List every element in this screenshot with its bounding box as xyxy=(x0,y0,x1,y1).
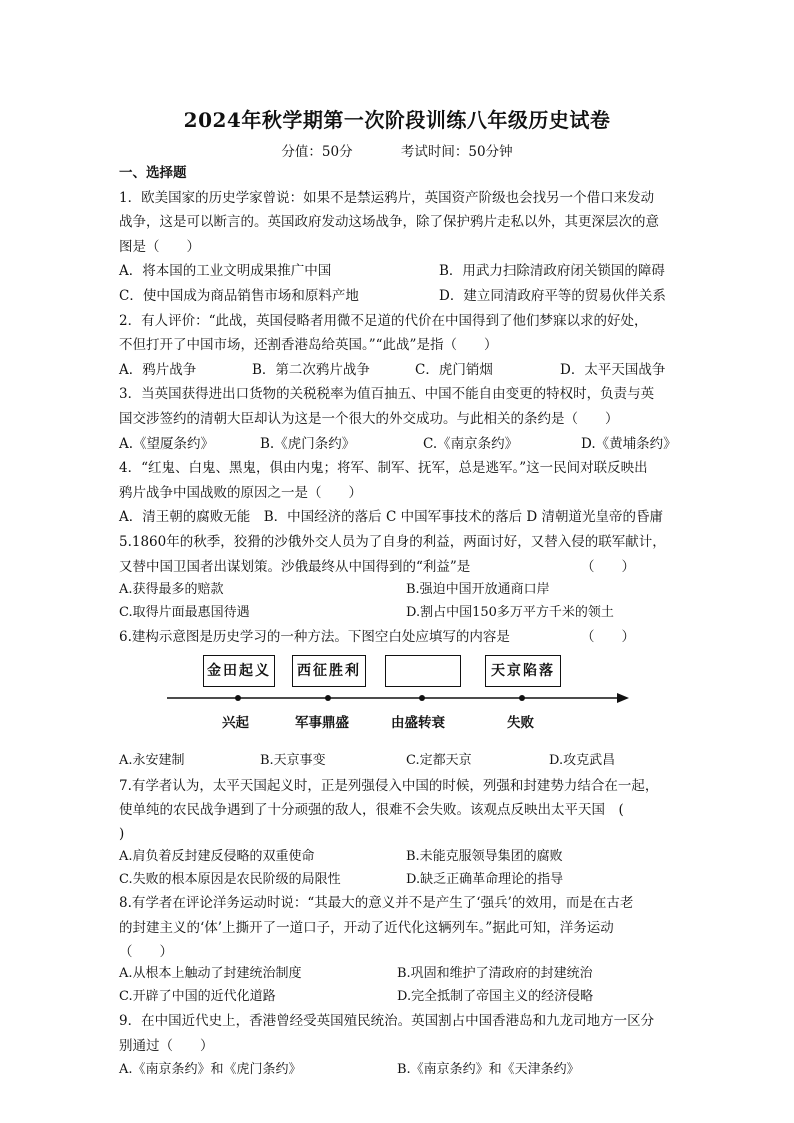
question-text: 的封建主义的‘体’上撕开了一道口子，开动了近代化这辆列车。”据此可知，洋务运动 xyxy=(119,920,614,937)
option-d[interactable]: D.《黄埔条约》 xyxy=(581,435,677,452)
question-text: 8.有学者在评论洋务运动时说：“其最大的意义并不是产生了‘强兵’的效用，而是在古老 xyxy=(119,895,634,912)
question-text: 6.建构示意图是历史学习的一种方法。下图空白处应填写的内容是 xyxy=(119,628,510,645)
question-2 xyxy=(119,309,679,383)
option-c[interactable]: C.开辟了中国的近代化道路 xyxy=(119,989,276,1005)
diagram-box-1: 金田起义 xyxy=(203,655,275,687)
option-row xyxy=(119,358,679,383)
answer-paren[interactable]: （ ） xyxy=(581,558,635,575)
question-5 xyxy=(119,530,679,625)
exam-meta xyxy=(0,140,794,160)
option-d[interactable]: D.缺乏正确革命理论的指导 xyxy=(406,871,564,887)
option-c[interactable]: C.取得片面最惠国待遇 xyxy=(119,604,250,620)
stage-label: 失败 xyxy=(507,715,534,732)
stage-label: 由盛转衰 xyxy=(391,715,445,732)
option-b[interactable]: B.天京事变 xyxy=(260,753,326,769)
option-row xyxy=(119,963,679,986)
option-row xyxy=(119,259,679,284)
question-9 xyxy=(119,1009,679,1083)
option-a[interactable]: A.《望厦条约》 xyxy=(119,435,215,452)
option-row xyxy=(119,749,679,774)
option-d[interactable]: D．建立同清政府平等的贸易伙伴关系 xyxy=(439,287,666,304)
option-b[interactable]: B.强迫中国开放通商口岸 xyxy=(406,582,550,598)
option-d[interactable]: D．太平天国战争 xyxy=(560,361,666,378)
question-text: ) xyxy=(119,826,125,843)
option-row xyxy=(119,869,679,892)
question-list xyxy=(119,161,679,1083)
question-text-row xyxy=(119,625,679,650)
option-b[interactable]: B.未能克服领导集团的腐败 xyxy=(406,848,563,864)
option-c[interactable]: C.《南京条约》 xyxy=(423,435,519,452)
question-text: 1．欧美国家的历史学家曾说：如果不是禁运鸦片，英国资产阶级也会找另一个借口来发动 xyxy=(119,189,655,206)
option-b[interactable]: B.《南京条约》和《天津条约》 xyxy=(397,1062,580,1078)
question-text: 国交涉签约的清朝大臣却认为这是一个很大的外交成功。与此相关的条约是（ ） xyxy=(119,410,619,427)
question-text: 鸦片战争中国战败的原因之一是（ ） xyxy=(119,484,362,501)
option-a[interactable]: A.从根本上触动了封建统治制度 xyxy=(119,966,302,982)
question-8 xyxy=(119,891,679,1009)
timeline-axis xyxy=(119,649,679,749)
diagram-box-2: 西征胜利 xyxy=(292,655,366,687)
option-a[interactable]: A．将本国的工业文明成果推广中国 xyxy=(119,263,332,280)
option-c[interactable]: C．使中国成为商品销售市场和原料产地 xyxy=(119,287,359,304)
question-text: 战争，这是可以断言的。英国政府发动这场战争，除了保护鸦片走私以外，其更深层次的意 xyxy=(119,214,659,231)
option-a[interactable]: A.永安建制 xyxy=(119,753,185,769)
question-text: 图是（ ） xyxy=(119,238,200,255)
question-1 xyxy=(119,186,679,309)
option-row xyxy=(119,1058,679,1083)
option-c[interactable]: C．虎门销烟 xyxy=(415,361,493,378)
option-row xyxy=(119,579,679,602)
option-b[interactable]: B.巩固和维护了清政府的封建统治 xyxy=(397,966,593,982)
score-info: 分值：50分 xyxy=(281,144,353,160)
option-a[interactable]: A.获得最多的赔款 xyxy=(119,582,224,598)
answer-paren[interactable]: （ ） xyxy=(581,628,635,645)
option-d[interactable]: D.攻克武昌 xyxy=(549,753,616,769)
option-b[interactable]: B.《虎门条约》 xyxy=(260,435,356,452)
option-row xyxy=(119,986,679,1009)
option-row xyxy=(119,846,679,869)
stage-label: 兴起 xyxy=(222,715,249,732)
time-info: 考试时间：50分钟 xyxy=(400,144,513,160)
question-4 xyxy=(119,456,679,530)
option-line: A．清王朝的腐败无能 B．中国经济的落后 C 中国军事技术的落后 D 清朝道光皇帝的昏庸 xyxy=(119,509,663,526)
question-text: 别通过（ ） xyxy=(119,1037,214,1054)
stage-label: 军事鼎盛 xyxy=(295,715,349,732)
option-d[interactable]: D.完全抵制了帝国主义的经济侵略 xyxy=(397,989,594,1005)
option-a[interactable]: A．鸦片战争 xyxy=(119,361,197,378)
question-text: 使单纯的农民战争遇到了十分顽强的敌人，很难不会失败。该观点反映出太平天国 ( xyxy=(119,802,624,819)
question-text: 又替中国卫国者出谋划策。沙俄最终从中国得到的“利益”是 xyxy=(119,558,471,575)
option-row xyxy=(119,602,679,625)
question-text: 2．有人评价：“此战，英国侵略者用微不足道的代价在中国得到了他们梦寐以求的好处， xyxy=(119,312,648,329)
timeline-diagram xyxy=(119,649,679,749)
question-text: （ ） xyxy=(119,943,173,960)
question-text: 5.1860年的秋季，狡猾的沙俄外交人员为了自身的利益，两面讨好，又替入侵的联军献计， xyxy=(119,533,666,550)
question-text: 3．当英国获得进出口货物的关税税率为值百抽五、中国不能自由变更的特权时，负责与英 xyxy=(119,386,655,403)
option-b[interactable]: B．用武力扫除清政府闭关锁国的障碍 xyxy=(439,263,665,280)
question-7 xyxy=(119,774,679,892)
diagram-box-4: 天京陷落 xyxy=(485,655,561,687)
question-text-row xyxy=(119,555,679,580)
option-row xyxy=(119,284,679,309)
option-a[interactable]: A.《南京条约》和《虎门条约》 xyxy=(119,1062,302,1078)
question-text: 4．“红鬼、白鬼、黑鬼，俱由内鬼；将军、制军、抚军，总是逃军。”这一民间对联反映出 xyxy=(119,460,648,477)
option-c[interactable]: C.失败的根本原因是农民阶级的局限性 xyxy=(119,871,341,887)
question-6 xyxy=(119,625,679,774)
option-b[interactable]: B．第二次鸦片战争 xyxy=(252,361,370,378)
question-text: 9．在中国近代史上，香港曾经受英国殖民统治。英国割占中国香港岛和九龙司地方一区分 xyxy=(119,1013,655,1030)
option-c[interactable]: C.定都天京 xyxy=(406,753,472,769)
question-3 xyxy=(119,382,679,456)
question-text: 不但打开了中国市场，还割香港岛给英国。”“此战”是指（ ） xyxy=(119,337,498,354)
option-row xyxy=(119,432,679,457)
exam-title: 2024年秋学期第一次阶段训练八年级历史试卷 xyxy=(183,108,611,132)
option-a[interactable]: A.肩负着反封建反侵略的双重使命 xyxy=(119,848,315,864)
section-heading: 一、选择题 xyxy=(119,165,187,181)
option-d[interactable]: D.割占中国150多万平方千米的领土 xyxy=(406,604,614,620)
question-text: 7.有学者认为，太平天国起义时，正是列强侵入中国的时候，列强和封建势力结合在一起， xyxy=(119,777,659,794)
